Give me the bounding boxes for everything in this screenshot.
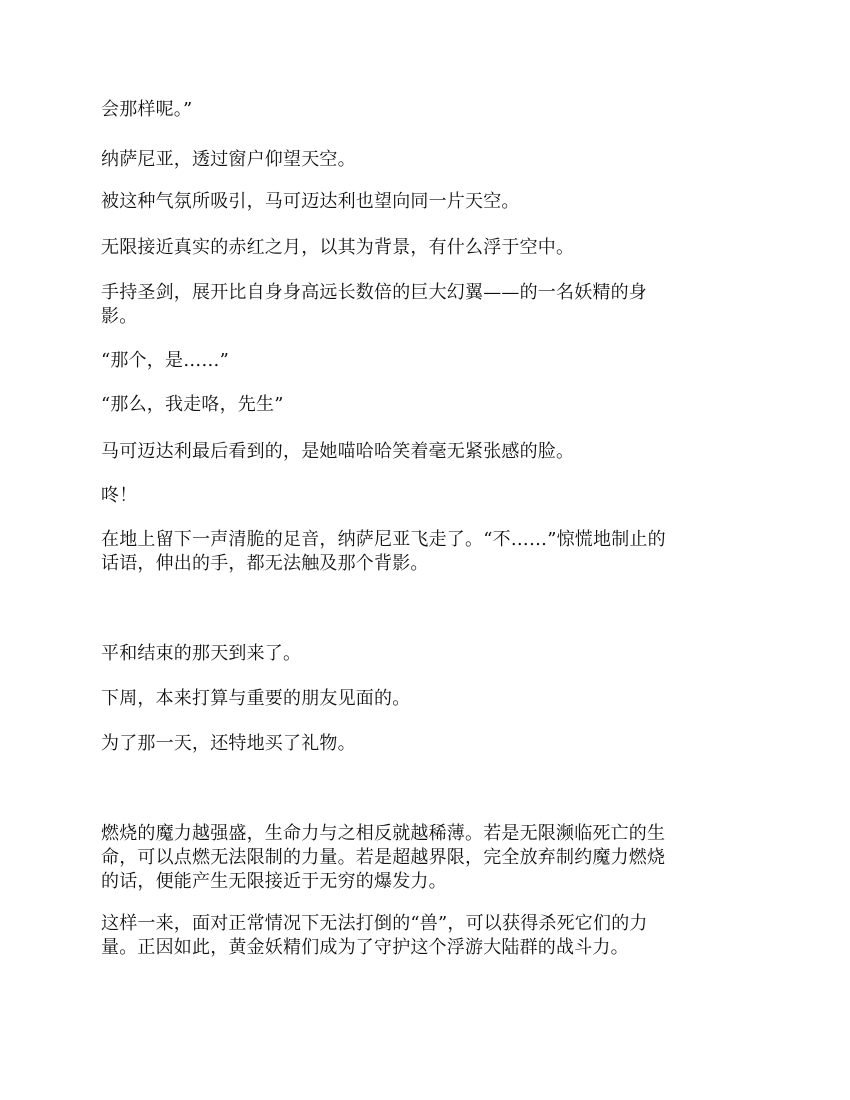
paragraph-line: 在地上留下一声清脆的足音，纳萨尼亚飞走了。“不……”惊慌地制止的 bbox=[101, 529, 666, 550]
paragraph-line: “那么，我走咯，先生” bbox=[101, 394, 284, 415]
paragraph-line: 马可迈达利最后看到的，是她喵哈哈笑着毫无紧张感的脸。 bbox=[101, 441, 575, 462]
paragraph-line: 燃烧的魔力越强盛，生命力与之相反就越稀薄。若是无限濒临死亡的生 bbox=[101, 823, 666, 844]
paragraph bbox=[101, 148, 751, 172]
paragraph bbox=[101, 190, 751, 214]
paragraph-line: 下周，本来打算与重要的朋友见面的。 bbox=[101, 688, 411, 709]
paragraph-line: 这样一来，面对正常情况下无法打倒的“兽”，可以获得杀死它们的力 bbox=[101, 913, 648, 934]
paragraph bbox=[101, 912, 751, 960]
paragraph bbox=[101, 732, 751, 756]
paragraph-line: 的话，便能产生无限接近于无穷的爆发力。 bbox=[101, 871, 447, 892]
paragraph-line: “那个，是……” bbox=[101, 350, 230, 371]
paragraph-line: 量。正因如此，黄金妖精们成为了守护这个浮游大陆群的战斗力。 bbox=[101, 937, 629, 958]
paragraph bbox=[101, 281, 751, 329]
paragraph bbox=[101, 349, 751, 373]
paragraph-line: 会那样呢。” bbox=[101, 99, 193, 120]
paragraph-line: 被这种气氛所吸引，马可迈达利也望向同一片天空。 bbox=[101, 191, 520, 212]
paragraph-line: 影。 bbox=[101, 306, 138, 327]
paragraph-line: 平和结束的那天到来了。 bbox=[101, 643, 302, 664]
paragraph-line: 纳萨尼亚，透过窗户仰望天空。 bbox=[101, 149, 356, 170]
paragraph bbox=[101, 528, 751, 576]
paragraph bbox=[101, 642, 751, 666]
paragraph bbox=[101, 98, 751, 122]
paragraph bbox=[101, 687, 751, 711]
paragraph-line: 无限接近真实的赤红之月，以其为背景，有什么浮于空中。 bbox=[101, 237, 575, 258]
paragraph bbox=[101, 822, 751, 894]
paragraph-line: 手持圣剑，展开比自身身高远长数倍的巨大幻翼——的一名妖精的身 bbox=[101, 282, 647, 303]
paragraph bbox=[101, 440, 751, 464]
paragraph-line: 咚！ bbox=[101, 485, 138, 506]
paragraph bbox=[101, 484, 751, 508]
paragraph bbox=[101, 393, 751, 417]
paragraph-line: 为了那一天，还特地买了礼物。 bbox=[101, 733, 356, 754]
paragraph bbox=[101, 236, 751, 260]
paragraph-line: 话语，伸出的手，都无法触及那个背影。 bbox=[101, 553, 429, 574]
paragraph-line: 命，可以点燃无法限制的力量。若是超越界限，完全放弃制约魔力燃烧 bbox=[101, 847, 666, 868]
